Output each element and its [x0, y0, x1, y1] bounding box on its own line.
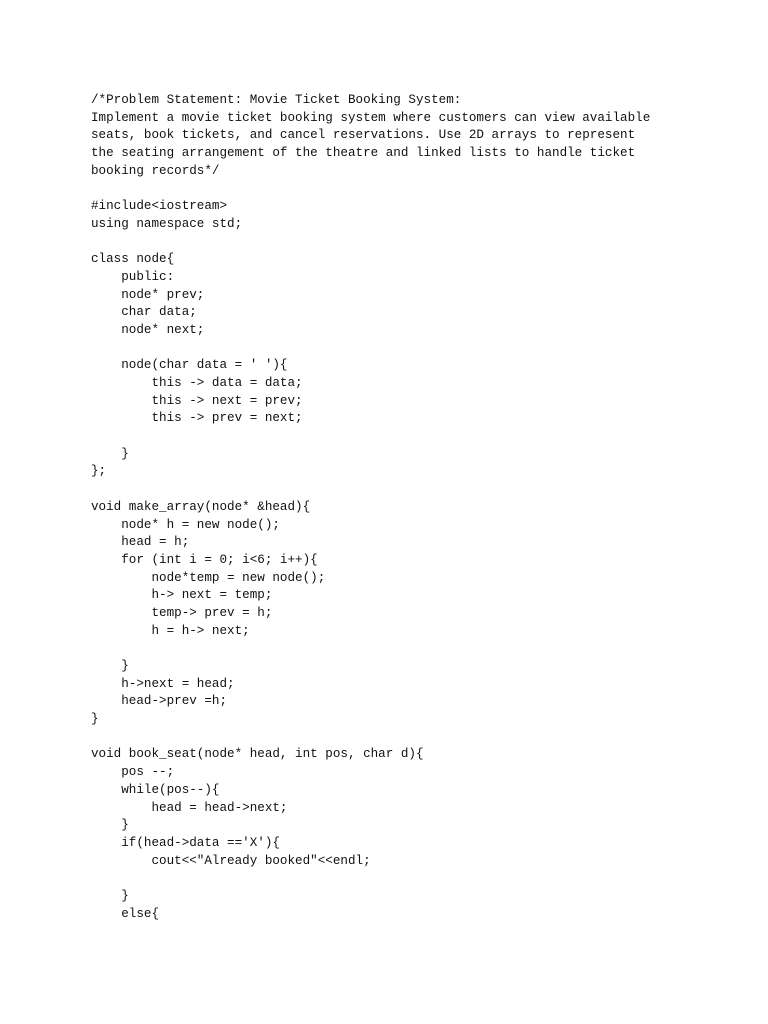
code-line: public: — [91, 269, 175, 284]
code-line: this -> data = data; — [91, 376, 303, 390]
code-line: while(pos--){ — [91, 782, 220, 797]
code-line — [91, 428, 761, 446]
code-line: this -> prev = next; — [91, 411, 303, 426]
code-line: cout<<"Already booked"<<endl; — [91, 853, 371, 868]
code-line: node(char data = ' '){ — [91, 358, 288, 373]
code-line: booking records*/ — [91, 163, 220, 178]
code-line — [91, 640, 761, 658]
code-line: } — [91, 659, 129, 673]
code-line: if(head->data =='X'){ — [91, 835, 280, 850]
code-line: head = head->next; — [91, 800, 288, 815]
code-line — [91, 180, 761, 198]
code-line: h = h-> next; — [91, 623, 250, 638]
code-line: char data; — [91, 305, 197, 320]
code-line: Implement a movie ticket booking system where customers can view available — [91, 110, 651, 125]
code-listing — [91, 92, 761, 923]
code-line: }; — [91, 464, 107, 479]
code-line: } — [91, 446, 129, 461]
code-line: void make_array(node* &head){ — [91, 499, 311, 514]
code-line — [91, 481, 761, 499]
code-line: #include<iostream> — [91, 199, 228, 214]
code-line: h-> next = temp; — [91, 588, 273, 603]
code-line: } — [91, 888, 129, 903]
code-line: node* next; — [91, 322, 205, 337]
code-line: } — [91, 712, 99, 727]
code-line: for (int i = 0; i<6; i++){ — [91, 552, 318, 567]
code-line: temp-> prev = h; — [91, 605, 273, 620]
code-line: using namespace std; — [91, 216, 243, 231]
code-line: seats, book tickets, and cancel reservations. Use 2D arrays to represent — [91, 128, 636, 143]
code-line: h->next = head; — [91, 676, 235, 691]
code-line: the seating arrangement of the theatre and linked lists to handle ticket — [91, 146, 636, 161]
code-line: } — [91, 818, 129, 833]
code-line: head = h; — [91, 535, 190, 550]
code-line — [91, 340, 761, 358]
code-line: node*temp = new node(); — [91, 570, 326, 585]
code-line: class node{ — [91, 252, 175, 267]
code-line: void book_seat(node* head, int pos, char d){ — [91, 747, 424, 762]
code-line: node* h = new node(); — [91, 517, 280, 532]
code-line: node* prev; — [91, 287, 205, 302]
code-line: head->prev =h; — [91, 694, 228, 709]
code-line: this -> next = prev; — [91, 393, 303, 408]
code-line — [91, 234, 761, 252]
code-line: pos --; — [91, 765, 175, 780]
code-line — [91, 870, 761, 888]
code-line — [91, 729, 761, 747]
code-line: /*Problem Statement: Movie Ticket Booking System: — [91, 93, 462, 107]
code-line: else{ — [91, 906, 160, 921]
